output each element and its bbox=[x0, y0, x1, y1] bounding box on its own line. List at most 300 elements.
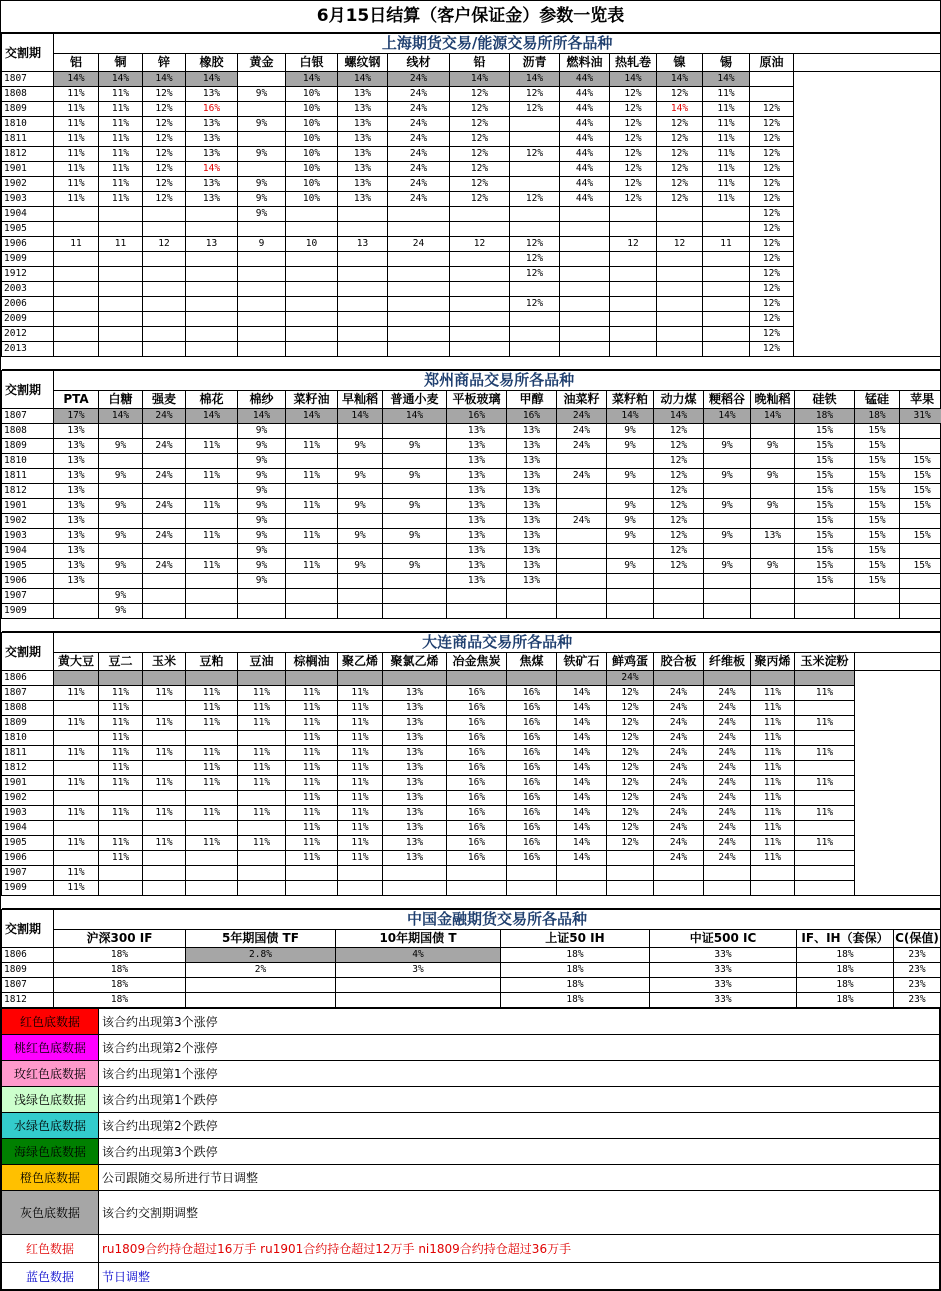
margin-cell: 15% bbox=[855, 439, 900, 454]
margin-cell bbox=[143, 342, 186, 357]
margin-cell: 16% bbox=[507, 731, 557, 746]
margin-cell bbox=[657, 312, 703, 327]
margin-cell: 15% bbox=[795, 424, 855, 439]
margin-cell bbox=[238, 866, 286, 881]
delivery-period: 1906 bbox=[2, 237, 54, 252]
margin-cell: 9% bbox=[238, 87, 286, 102]
margin-cell bbox=[560, 342, 610, 357]
margin-cell: 13% bbox=[54, 574, 99, 589]
margin-cell: 24% bbox=[704, 746, 751, 761]
margin-cell bbox=[186, 821, 238, 836]
table-row bbox=[2, 207, 941, 222]
margin-cell: 11% bbox=[186, 439, 238, 454]
delivery-period: 1904 bbox=[2, 821, 54, 836]
margin-cell: 15% bbox=[795, 544, 855, 559]
margin-cell bbox=[447, 881, 507, 896]
margin-cell bbox=[450, 342, 510, 357]
margin-cell: 14% bbox=[751, 409, 795, 424]
margin-cell: 16% bbox=[507, 821, 557, 836]
margin-cell: 12% bbox=[607, 761, 654, 776]
delivery-period: 1903 bbox=[2, 529, 54, 544]
table-row bbox=[2, 978, 941, 993]
margin-cell: 11% bbox=[99, 192, 143, 207]
margin-cell: 13% bbox=[338, 102, 388, 117]
margin-cell: 24% bbox=[704, 821, 751, 836]
margin-cell: 12% bbox=[750, 327, 794, 342]
margin-cell bbox=[704, 574, 751, 589]
margin-cell: 12% bbox=[610, 177, 657, 192]
margin-cell: 24% bbox=[557, 409, 607, 424]
margin-cell bbox=[286, 881, 338, 896]
column-header: 白糖 bbox=[99, 391, 143, 409]
margin-cell: 11% bbox=[795, 806, 855, 821]
margin-cell: 24% bbox=[143, 469, 186, 484]
margin-cell bbox=[143, 327, 186, 342]
margin-cell: 16% bbox=[447, 836, 507, 851]
margin-cell bbox=[338, 589, 383, 604]
margin-cell: 13% bbox=[54, 514, 99, 529]
table-row bbox=[2, 454, 941, 469]
margin-cell: 11% bbox=[99, 147, 143, 162]
margin-cell: 11% bbox=[338, 761, 383, 776]
margin-cell bbox=[560, 207, 610, 222]
margin-cell: 14% bbox=[99, 409, 143, 424]
legend-swatch: 桃红色底数据 bbox=[2, 1035, 99, 1061]
delivery-period: 1809 bbox=[2, 963, 54, 978]
margin-cell bbox=[654, 604, 704, 619]
margin-cell bbox=[54, 851, 99, 866]
margin-cell: 12% bbox=[607, 731, 654, 746]
margin-cell: 11% bbox=[286, 701, 338, 716]
margin-cell: 15% bbox=[855, 559, 900, 574]
margin-cell bbox=[560, 327, 610, 342]
margin-cell: 15% bbox=[900, 559, 941, 574]
margin-cell: 11% bbox=[338, 806, 383, 821]
delivery-period-header: 交割期 bbox=[2, 633, 54, 671]
margin-cell: 12% bbox=[750, 132, 794, 147]
legend-swatch: 红色数据 bbox=[2, 1235, 99, 1263]
margin-cell bbox=[447, 671, 507, 686]
blank-cell bbox=[855, 671, 941, 686]
column-header: 纤维板 bbox=[704, 653, 751, 671]
margin-cell: 16% bbox=[447, 761, 507, 776]
margin-cell: 24% bbox=[557, 469, 607, 484]
margin-cell bbox=[510, 312, 560, 327]
margin-cell bbox=[186, 574, 238, 589]
margin-cell: 11% bbox=[338, 701, 383, 716]
margin-cell: 13% bbox=[338, 117, 388, 132]
margin-cell bbox=[338, 312, 388, 327]
margin-cell: 11% bbox=[238, 776, 286, 791]
table-row bbox=[2, 866, 941, 881]
margin-cell bbox=[238, 342, 286, 357]
margin-cell: 24% bbox=[704, 791, 751, 806]
margin-cell: 11% bbox=[238, 701, 286, 716]
margin-cell bbox=[99, 866, 143, 881]
margin-cell bbox=[338, 484, 383, 499]
delivery-period: 1912 bbox=[2, 267, 54, 282]
margin-cell: 11% bbox=[238, 686, 286, 701]
margin-cell: 24% bbox=[654, 806, 704, 821]
margin-cell: 13% bbox=[447, 559, 507, 574]
margin-cell: 12% bbox=[750, 282, 794, 297]
margin-cell bbox=[610, 222, 657, 237]
margin-cell: 11% bbox=[186, 761, 238, 776]
margin-cell: 11% bbox=[751, 746, 795, 761]
margin-cell: 18% bbox=[797, 948, 894, 963]
column-header: 菜籽粕 bbox=[607, 391, 654, 409]
delivery-period: 2003 bbox=[2, 282, 54, 297]
margin-cell: 14% bbox=[557, 686, 607, 701]
margin-cell: 11% bbox=[54, 866, 99, 881]
delivery-period: 1812 bbox=[2, 147, 54, 162]
margin-cell bbox=[286, 327, 338, 342]
margin-cell: 9 bbox=[238, 237, 286, 252]
table-row bbox=[2, 559, 941, 574]
margin-cell: 11% bbox=[143, 836, 186, 851]
margin-cell: 14% bbox=[186, 409, 238, 424]
margin-cell: 9% bbox=[338, 469, 383, 484]
delivery-period: 1902 bbox=[2, 791, 54, 806]
margin-cell bbox=[99, 327, 143, 342]
section-spacer bbox=[2, 357, 941, 370]
margin-cell: 16% bbox=[507, 776, 557, 791]
margin-cell: 13% bbox=[383, 761, 447, 776]
margin-cell: 11% bbox=[143, 746, 186, 761]
delivery-period: 1902 bbox=[2, 177, 54, 192]
blank-cell bbox=[855, 836, 941, 851]
margin-cell bbox=[99, 574, 143, 589]
margin-cell bbox=[186, 267, 238, 282]
margin-cell: 13% bbox=[54, 454, 99, 469]
table-row bbox=[2, 746, 941, 761]
margin-cell bbox=[338, 604, 383, 619]
margin-cell: 23% bbox=[894, 978, 941, 993]
margin-cell bbox=[795, 851, 855, 866]
margin-cell: 11% bbox=[99, 836, 143, 851]
margin-cell bbox=[607, 574, 654, 589]
table-row bbox=[2, 267, 941, 282]
margin-cell: 9% bbox=[704, 529, 751, 544]
margin-cell: 9% bbox=[238, 117, 286, 132]
margin-cell bbox=[795, 866, 855, 881]
margin-cell: 33% bbox=[650, 993, 797, 1008]
margin-cell bbox=[286, 544, 338, 559]
margin-cell bbox=[143, 821, 186, 836]
margin-cell: 10% bbox=[286, 162, 338, 177]
margin-cell: 18% bbox=[54, 978, 186, 993]
margin-cell bbox=[338, 424, 383, 439]
margin-cell: 11% bbox=[703, 87, 750, 102]
margin-cell: 33% bbox=[650, 963, 797, 978]
margin-cell: 11 bbox=[703, 237, 750, 252]
blank-cell bbox=[855, 653, 941, 671]
legend-description: 该合约出现第2个跌停 bbox=[99, 1113, 940, 1139]
margin-cell: 13% bbox=[447, 574, 507, 589]
margin-cell bbox=[186, 791, 238, 806]
legend-description: 该合约出现第3个涨停 bbox=[99, 1009, 940, 1035]
blank-cell bbox=[794, 342, 941, 357]
delivery-period: 2009 bbox=[2, 312, 54, 327]
table-row bbox=[2, 604, 941, 619]
margin-cell bbox=[143, 866, 186, 881]
legend-row bbox=[2, 1087, 940, 1113]
table-row bbox=[2, 574, 941, 589]
margin-cell: 12% bbox=[143, 117, 186, 132]
margin-cell: 13% bbox=[186, 177, 238, 192]
margin-cell: 14% bbox=[510, 72, 560, 87]
table-row bbox=[2, 701, 941, 716]
margin-cell: 16% bbox=[507, 851, 557, 866]
margin-cell bbox=[610, 267, 657, 282]
margin-cell bbox=[238, 267, 286, 282]
legend-row bbox=[2, 1139, 940, 1165]
margin-cell bbox=[507, 671, 557, 686]
blank-cell bbox=[794, 267, 941, 282]
margin-cell: 11% bbox=[751, 701, 795, 716]
delivery-period: 1809 bbox=[2, 102, 54, 117]
margin-cell bbox=[388, 267, 450, 282]
margin-cell: 11% bbox=[795, 716, 855, 731]
delivery-period: 1809 bbox=[2, 716, 54, 731]
margin-cell: 9% bbox=[383, 499, 447, 514]
table-row bbox=[2, 881, 941, 896]
margin-cell bbox=[336, 978, 501, 993]
margin-cell bbox=[286, 252, 338, 267]
margin-cell bbox=[704, 544, 751, 559]
margin-cell: 11% bbox=[99, 776, 143, 791]
blank-cell bbox=[794, 147, 941, 162]
margin-cell bbox=[450, 282, 510, 297]
column-header: 玉米 bbox=[143, 653, 186, 671]
margin-cell: 24% bbox=[143, 499, 186, 514]
margin-cell bbox=[383, 544, 447, 559]
margin-cell: 9% bbox=[338, 559, 383, 574]
margin-cell bbox=[54, 821, 99, 836]
column-header: 聚乙烯 bbox=[338, 653, 383, 671]
margin-cell: 24% bbox=[704, 851, 751, 866]
margin-cell: 11% bbox=[54, 102, 99, 117]
margin-cell bbox=[383, 514, 447, 529]
margin-cell: 16% bbox=[447, 806, 507, 821]
delivery-period: 1809 bbox=[2, 439, 54, 454]
exchange-tables bbox=[1, 33, 940, 1008]
margin-cell: 16% bbox=[507, 746, 557, 761]
margin-cell bbox=[286, 484, 338, 499]
margin-cell: 12% bbox=[607, 716, 654, 731]
margin-cell: 11% bbox=[338, 821, 383, 836]
margin-cell: 14% bbox=[657, 102, 703, 117]
margin-cell bbox=[654, 881, 704, 896]
section-title: 中国金融期货交易所各品种 bbox=[54, 910, 941, 930]
margin-cell bbox=[186, 731, 238, 746]
margin-cell: 16% bbox=[447, 746, 507, 761]
legend-row bbox=[2, 1035, 940, 1061]
margin-cell bbox=[560, 312, 610, 327]
margin-cell: 14% bbox=[286, 72, 338, 87]
margin-cell: 13% bbox=[383, 806, 447, 821]
margin-cell: 11% bbox=[238, 806, 286, 821]
margin-cell: 9% bbox=[99, 559, 143, 574]
margin-cell: 24 bbox=[388, 237, 450, 252]
blank-cell bbox=[855, 776, 941, 791]
margin-cell: 13% bbox=[383, 821, 447, 836]
margin-cell: 44% bbox=[560, 117, 610, 132]
margin-cell: 13% bbox=[507, 499, 557, 514]
margin-cell bbox=[751, 484, 795, 499]
margin-cell: 9% bbox=[238, 454, 286, 469]
margin-cell bbox=[286, 671, 338, 686]
margin-cell bbox=[54, 671, 99, 686]
margin-cell: 12% bbox=[750, 102, 794, 117]
margin-cell: 12% bbox=[607, 791, 654, 806]
margin-cell: 24% bbox=[557, 514, 607, 529]
delivery-period: 1812 bbox=[2, 484, 54, 499]
margin-cell: 14% bbox=[338, 409, 383, 424]
margin-cell: 12% bbox=[450, 192, 510, 207]
delivery-period: 1901 bbox=[2, 776, 54, 791]
margin-cell bbox=[704, 866, 751, 881]
legend-description: 该合约出现第2个涨停 bbox=[99, 1035, 940, 1061]
section-spacer bbox=[2, 619, 941, 632]
margin-cell bbox=[143, 454, 186, 469]
margin-cell: 12% bbox=[750, 312, 794, 327]
legend-description: 该合约交割期调整 bbox=[99, 1191, 940, 1235]
margin-cell bbox=[607, 589, 654, 604]
margin-cell: 24% bbox=[654, 686, 704, 701]
margin-cell bbox=[143, 604, 186, 619]
table-row bbox=[2, 117, 941, 132]
margin-cell bbox=[607, 544, 654, 559]
margin-cell: 12% bbox=[143, 102, 186, 117]
margin-cell bbox=[186, 327, 238, 342]
margin-cell bbox=[143, 267, 186, 282]
delivery-period: 1811 bbox=[2, 746, 54, 761]
margin-cell bbox=[388, 207, 450, 222]
margin-cell bbox=[186, 312, 238, 327]
margin-cell: 11% bbox=[286, 499, 338, 514]
margin-cell: 12 bbox=[450, 237, 510, 252]
margin-cell: 12% bbox=[610, 117, 657, 132]
table-row bbox=[2, 514, 941, 529]
margin-cell bbox=[338, 282, 388, 297]
margin-cell: 13% bbox=[338, 192, 388, 207]
blank-cell bbox=[855, 881, 941, 896]
margin-cell: 12% bbox=[750, 117, 794, 132]
table-row bbox=[2, 282, 941, 297]
margin-cell: 9% bbox=[238, 424, 286, 439]
margin-cell bbox=[610, 297, 657, 312]
margin-cell bbox=[143, 881, 186, 896]
margin-cell: 13% bbox=[507, 559, 557, 574]
margin-cell: 12% bbox=[607, 776, 654, 791]
margin-cell bbox=[286, 342, 338, 357]
margin-cell: 9% bbox=[607, 514, 654, 529]
margin-cell: 15% bbox=[855, 514, 900, 529]
margin-cell: 16% bbox=[447, 701, 507, 716]
margin-cell bbox=[751, 881, 795, 896]
legend-row bbox=[2, 1165, 940, 1191]
margin-cell bbox=[286, 282, 338, 297]
delivery-period: 1905 bbox=[2, 836, 54, 851]
margin-cell: 12% bbox=[657, 87, 703, 102]
column-header: 动力煤 bbox=[654, 391, 704, 409]
margin-cell bbox=[286, 222, 338, 237]
margin-cell: 12% bbox=[450, 102, 510, 117]
column-header: 豆二 bbox=[99, 653, 143, 671]
delivery-period: 1806 bbox=[2, 948, 54, 963]
blank-cell bbox=[794, 207, 941, 222]
margin-cell: 24% bbox=[704, 761, 751, 776]
margin-cell bbox=[286, 604, 338, 619]
margin-cell: 31% bbox=[900, 409, 941, 424]
margin-cell bbox=[238, 297, 286, 312]
margin-cell: 11% bbox=[338, 746, 383, 761]
margin-cell: 16% bbox=[507, 701, 557, 716]
margin-cell bbox=[703, 312, 750, 327]
margin-cell: 13% bbox=[507, 424, 557, 439]
blank-cell bbox=[855, 791, 941, 806]
margin-cell: 11% bbox=[186, 686, 238, 701]
margin-cell bbox=[186, 589, 238, 604]
margin-cell: 18% bbox=[797, 993, 894, 1008]
margin-cell: 11% bbox=[54, 192, 99, 207]
margin-cell: 12% bbox=[510, 252, 560, 267]
margin-cell: 16% bbox=[447, 821, 507, 836]
delivery-period: 1906 bbox=[2, 851, 54, 866]
margin-cell: 11% bbox=[99, 731, 143, 746]
margin-cell: 13% bbox=[447, 529, 507, 544]
margin-cell bbox=[751, 424, 795, 439]
margin-cell: 9% bbox=[383, 469, 447, 484]
margin-cell: 11% bbox=[286, 439, 338, 454]
column-header: 白银 bbox=[286, 54, 338, 72]
margin-cell bbox=[238, 327, 286, 342]
margin-cell bbox=[703, 267, 750, 282]
margin-cell: 12% bbox=[610, 162, 657, 177]
margin-cell bbox=[560, 282, 610, 297]
legend-description: 该合约出现第3个跌停 bbox=[99, 1139, 940, 1165]
margin-cell: 9% bbox=[238, 514, 286, 529]
margin-cell: 24% bbox=[388, 177, 450, 192]
margin-cell: 9% bbox=[238, 469, 286, 484]
margin-cell: 9% bbox=[238, 207, 286, 222]
margin-cell bbox=[450, 252, 510, 267]
margin-cell bbox=[143, 484, 186, 499]
column-header: 普通小麦 bbox=[383, 391, 447, 409]
margin-cell: 24% bbox=[388, 87, 450, 102]
legend-description: ru1809合约持仓超过16万手 ru1901合约持仓超过12万手 ni1809合约持仓超过36万手 bbox=[99, 1235, 940, 1263]
blank-cell bbox=[855, 806, 941, 821]
blank-cell bbox=[794, 162, 941, 177]
margin-cell: 12% bbox=[610, 87, 657, 102]
legend-swatch: 海绿色底数据 bbox=[2, 1139, 99, 1165]
margin-cell bbox=[610, 327, 657, 342]
margin-cell: 11% bbox=[286, 746, 338, 761]
delivery-period: 1811 bbox=[2, 469, 54, 484]
margin-cell: 15% bbox=[900, 529, 941, 544]
margin-cell bbox=[704, 671, 751, 686]
margin-cell: 11% bbox=[54, 132, 99, 147]
margin-cell: 11% bbox=[703, 117, 750, 132]
column-header: 沥青 bbox=[510, 54, 560, 72]
margin-cell bbox=[383, 881, 447, 896]
delivery-period: 1812 bbox=[2, 993, 54, 1008]
legend-swatch: 红色底数据 bbox=[2, 1009, 99, 1035]
margin-cell bbox=[383, 484, 447, 499]
margin-cell: 12% bbox=[143, 162, 186, 177]
margin-cell: 11% bbox=[338, 836, 383, 851]
